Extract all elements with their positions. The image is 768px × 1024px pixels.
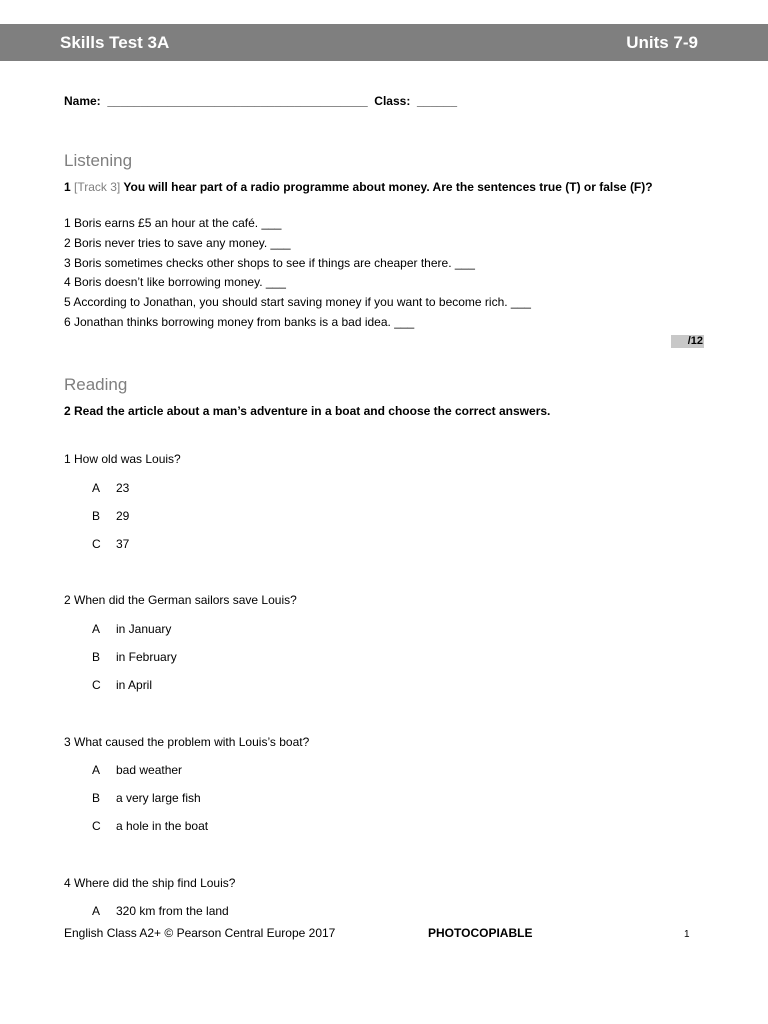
listening-item: 2 Boris never tries to save any money. ___ [64, 236, 291, 250]
option-text: a very large fish [116, 791, 201, 805]
listening-item: 3 Boris sometimes checks other shops to see if things are cheaper there. ___ [64, 256, 475, 270]
option-text: in January [116, 622, 172, 636]
option-letter: C [92, 678, 101, 692]
instruction-text: You will hear part of a radio programme about money. Are the sentences true (T) or false (F)? [123, 180, 653, 194]
option-text: 23 [116, 481, 130, 495]
question: 4 Where did the ship find Louis? [64, 876, 236, 890]
listening-item: 4 Boris doesn’t like borrowing money. ___ [64, 275, 286, 289]
reading-title: Reading [64, 375, 128, 394]
page-number: 1 [684, 929, 690, 940]
reading-instruction: 2 Read the article about a man’s adventure in a boat and choose the correct answers. [64, 404, 551, 418]
option-letter: C [92, 819, 101, 833]
footer-photocopiable: PHOTOCOPIABLE [428, 926, 533, 940]
question: 3 What caused the problem with Louis’s boat? [64, 735, 310, 749]
listening-score-box: /12 [671, 335, 704, 348]
listening-item: 5 According to Jonathan, you should start saving money if you want to become rich. ___ [64, 295, 531, 309]
option-letter: B [92, 509, 101, 523]
footer-copyright: English Class A2+ © Pearson Central Europe 2017 [64, 926, 336, 940]
listening-instruction [64, 180, 653, 194]
question: 2 When did the German sailors save Louis? [64, 593, 297, 607]
option-text: 37 [116, 537, 130, 551]
option-text: in April [116, 678, 153, 692]
option-letter: A [92, 904, 101, 918]
option-text: 29 [116, 509, 130, 523]
units-label: Units 7-9 [626, 33, 698, 52]
exercise-number: 1 [64, 180, 71, 194]
option-letter: C [92, 537, 101, 551]
option-letter: A [92, 481, 101, 495]
option-letter: B [92, 650, 101, 664]
option-text: in February [116, 650, 177, 664]
test-title: Skills Test 3A [60, 33, 170, 52]
listening-item: 1 Boris earns £5 an hour at the café. ___ [64, 216, 282, 230]
track-label: [Track 3] [74, 180, 121, 194]
option-letter: A [92, 622, 101, 636]
option-letter: B [92, 791, 101, 805]
header-bar [0, 24, 768, 61]
question: 1 How old was Louis? [64, 452, 181, 466]
option-letter: A [92, 763, 101, 777]
listening-title: Listening [64, 151, 133, 170]
option-text: bad weather [116, 763, 183, 777]
listening-item: 6 Jonathan thinks borrowing money from banks is a bad idea. ___ [64, 315, 415, 329]
option-text: 320 km from the land [116, 904, 229, 918]
option-text: a hole in the boat [116, 819, 209, 833]
name-class-line: Name: _______________________________________ Class: ______ [64, 94, 458, 108]
